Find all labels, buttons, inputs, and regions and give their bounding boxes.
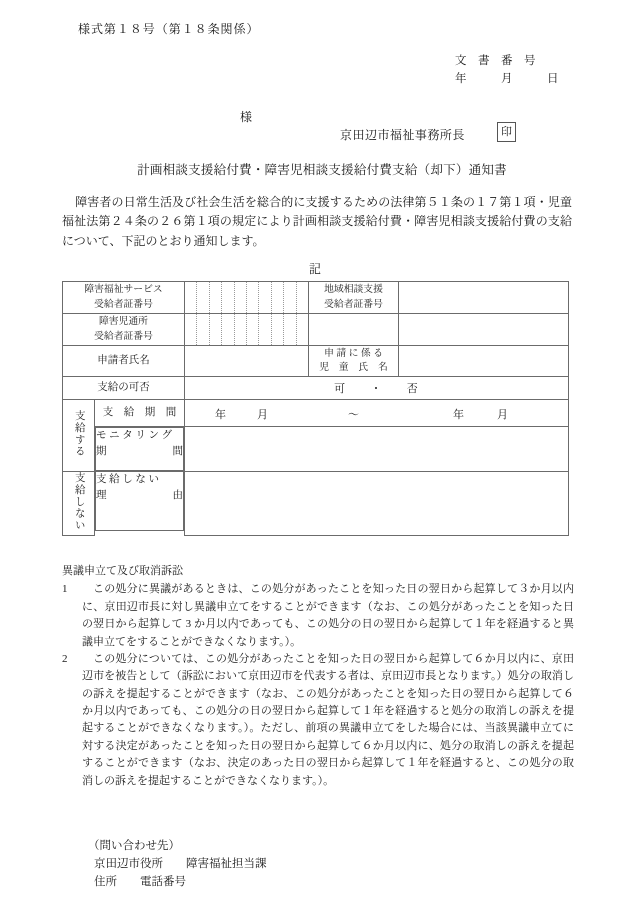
vertical-label-grant bbox=[63, 400, 95, 472]
input-child-recipient-number[interactable] bbox=[185, 314, 309, 346]
label-decision: 支給の可否 bbox=[63, 377, 185, 400]
decision-options[interactable]: 可 ・ 否 bbox=[185, 377, 569, 400]
label-child-name-line2: 児 童 氏 名 bbox=[319, 362, 388, 373]
label-child-name bbox=[309, 346, 399, 377]
contact-address: 住所 電話番号 bbox=[94, 875, 186, 888]
label-denial-line2 bbox=[96, 488, 183, 504]
vertical-label-grant-text: 支給する bbox=[73, 409, 85, 457]
appeal-item-2 bbox=[62, 651, 574, 790]
label-monitoring-line2-left: 期 bbox=[96, 445, 107, 457]
period-start-month: 月 bbox=[257, 408, 268, 421]
child-number-spacer-right bbox=[399, 314, 569, 346]
input-denial-reason[interactable] bbox=[185, 471, 569, 535]
addressee-line: 様 bbox=[240, 110, 253, 124]
label-applicant-name: 申請者氏名 bbox=[63, 346, 185, 377]
label-grant-period: 支 給 期 間 bbox=[95, 400, 185, 427]
contact-office: 京田辺市役所 障害福祉担当課 bbox=[94, 857, 267, 870]
input-regional-support-number[interactable] bbox=[399, 282, 569, 314]
document-title: 計画相談支援給付費・障害児相談支援給付費支給（却下）通知書 bbox=[137, 163, 507, 177]
appeal-heading: 異議申立て及び取消訴訟 bbox=[62, 565, 183, 577]
label-monitoring-line2 bbox=[96, 444, 183, 460]
table-row-decision bbox=[63, 377, 569, 400]
appeal-item-1-text: この処分に異議があるときは、この処分があったことを知った日の翌日から起算して３か月以内に、京田辺市長に対し異議申立てをすることができます（なお、この処分があったことを知った日の翌日から起算して 3 か月以内であっても、この処分の日の翌日から起算して１年を経過すると異議申立てをすることができなくなります。）。 bbox=[82, 583, 574, 648]
form-number: 様式第１８号（第１８条関係） bbox=[78, 22, 260, 36]
label-monitoring-period bbox=[95, 427, 184, 471]
table-row-child-number bbox=[63, 314, 569, 346]
document-date-label: 年 月 日 bbox=[455, 72, 559, 85]
document-number-label: 文 書 番 号 bbox=[455, 55, 536, 67]
label-denial-reason bbox=[95, 471, 184, 531]
digit-grid-service bbox=[185, 282, 308, 313]
appeal-item-1 bbox=[62, 581, 574, 651]
table-row-applicant bbox=[63, 346, 569, 377]
table-row-period bbox=[63, 400, 569, 427]
label-denial-line1: 支 給 し な い bbox=[96, 474, 159, 485]
vertical-label-deny-text: 支給しない bbox=[73, 471, 85, 531]
label-child-name-line1: 申 請 に 係 る bbox=[324, 347, 383, 359]
seal-stamp-box: 印 bbox=[497, 122, 516, 142]
label-regional-support-number-line2: 受給者証番号 bbox=[324, 298, 383, 310]
table-row-service-number bbox=[63, 282, 569, 314]
label-child-recipient-number-line2: 受給者証番号 bbox=[94, 330, 153, 342]
label-denial-line2-left: 理 bbox=[96, 489, 107, 501]
contact-heading: （問い合わせ先） bbox=[88, 840, 180, 852]
label-child-recipient-number bbox=[63, 314, 185, 346]
appeal-item-2-text: この処分については、この処分があったことを知った日の翌日から起算して６か月以内に、京田辺市を被告として（訴訟において京田辺市を代表する者は、京田辺市長となります。）処分の取消しの訴えを提起することができます（なお、この処分があったことを知った日の翌日から起算して６か月以内であっても、この処分の日の翌日から起算して１年を経過すると処分の取消しの訴えを提起することができなくなります。）。ただし、前項の異議申立てをした場合には、当該異議申立てに対する決定があったことを知った日の翌日から起算して６か月以内に、処分の取消しの訴えを提起することができます（なお、決定のあった日の翌日から起算して１年を経過すると、この処分の取消しの訴えを提起することができなくなります。）。 bbox=[82, 652, 574, 787]
table-row-monitoring bbox=[63, 427, 569, 472]
table-row-reason bbox=[63, 471, 569, 535]
label-monitoring-line2-right: 間 bbox=[172, 445, 183, 457]
label-service-recipient-number-line2: 受給者証番号 bbox=[94, 298, 153, 310]
label-monitoring-line1: モ ニ タ リ ン グ bbox=[96, 430, 173, 441]
appeal-item-1-number: 1 bbox=[62, 583, 68, 596]
label-child-recipient-number-line1: 障害児通所 bbox=[99, 316, 148, 328]
input-service-recipient-number[interactable] bbox=[185, 282, 309, 314]
child-number-spacer-left bbox=[309, 314, 399, 346]
appeal-section bbox=[62, 563, 574, 790]
notification-table bbox=[62, 281, 569, 536]
input-grant-period[interactable] bbox=[185, 400, 569, 427]
ki-marker: 記 bbox=[308, 262, 321, 276]
contact-block bbox=[88, 838, 267, 891]
period-start-year: 年 bbox=[215, 408, 226, 421]
grant-period-fields bbox=[185, 403, 568, 424]
vertical-label-deny bbox=[63, 471, 95, 535]
body-paragraph: 障害者の日常生活及び社会生活を総合的に支援するための法律第５１条の１７第１項・児童福祉法第２４条の２６第１項の規定により計画相談支援給付費・障害児相談支援給付費の支給について、下記のとおり通知します。 bbox=[62, 195, 572, 248]
input-monitoring-period[interactable] bbox=[185, 427, 569, 472]
period-tilde: ～ bbox=[348, 408, 359, 421]
appeal-item-2-number: 2 bbox=[62, 652, 68, 665]
period-end-month: 月 bbox=[497, 408, 508, 421]
label-service-recipient-number bbox=[63, 282, 185, 314]
input-child-name[interactable] bbox=[399, 346, 569, 377]
input-applicant-name[interactable] bbox=[185, 346, 309, 377]
document-number-block bbox=[455, 53, 559, 89]
digit-grid-child bbox=[185, 314, 308, 345]
issuer-name: 京田辺市福祉事務所長 bbox=[340, 128, 465, 142]
period-end-year: 年 bbox=[453, 408, 464, 421]
label-denial-line2-right: 由 bbox=[172, 489, 183, 501]
label-service-recipient-number-line1: 障害福祉サービス bbox=[84, 284, 163, 296]
label-regional-support-number bbox=[309, 282, 399, 314]
label-regional-support-number-line1: 地域相談支援 bbox=[324, 284, 383, 296]
